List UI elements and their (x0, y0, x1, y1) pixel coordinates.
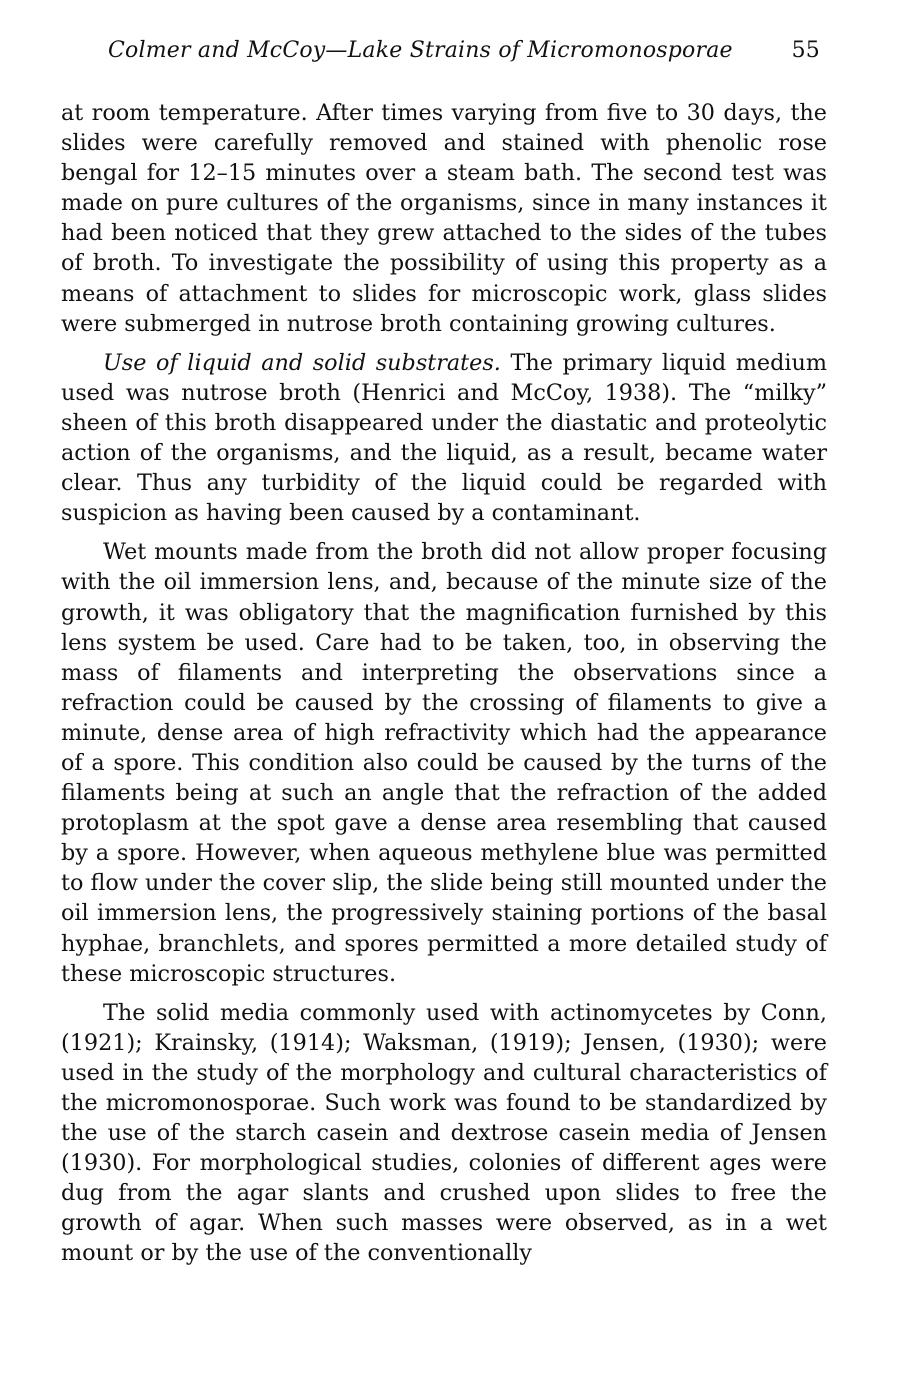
body-text (61, 98, 827, 1269)
paragraph-3 (61, 537, 827, 988)
page-number: 55 (791, 38, 820, 63)
paragraph-1 (61, 98, 827, 339)
paragraph-2-text: The primary liquid medium used was nutrose broth (Henrici and McCoy, 1938). The “milky” sheen of this broth disappeared under the diastatic and proteolytic action of the organisms, and the liquid, as a result, became water clear. Thus any turbidity of the liquid could be regarded with suspicion as having been caused by a contaminant. (61, 349, 827, 527)
paragraph-2 (61, 348, 827, 529)
running-header (60, 38, 820, 72)
section-lead-heading: Use of liquid and solid substrates. (103, 349, 501, 376)
running-title: Colmer and McCoy—Lake Strains of Micromonosporae (108, 38, 733, 63)
paragraph-1-text: at room temperature. After times varying from five to 30 days, the slides were carefully removed and stained with phenolic rose bengal for 12–15 minutes over a steam bath. The second test was made on pure cultures of the organisms, since in many instances it had been noticed that they grew attached to the sides of the tubes of broth. To investigate the possibility of using this property as a means of attachment to slides for microscopic work, glass slides were submerged in nutrose broth containing growing cultures. (61, 100, 827, 337)
paragraph-3-text: Wet mounts made from the broth did not allow proper focusing with the oil immersion lens, and, because of the minute size of the growth, it was obligatory that the magnification furnished by this lens system be used. Care had to be taken, too, in observing the mass of filaments and interpreting the observations since a refraction could be caused by the crossing of filaments to give a minute, dense area of high refractivity which had the appearance of a spore. This condition also could be caused by the turns of the filaments being at such an angle that the refraction of the added protoplasm at the spot gave a dense area resembling that caused by a spore. However, when aqueous methylene blue was permitted to flow under the cover slip, the slide being still mounted under the oil immersion lens, the progressively staining portions of the basal hyphae, branchlets, and spores permitted a more detailed study of these microscopic structures. (61, 539, 827, 987)
paragraph-4 (61, 998, 827, 1269)
paragraph-4-text: The solid media commonly used with actinomycetes by Conn, (1921); Krainsky, (1914); Waksman, (1919); Jensen, (1930); were used in the study of the morphology and cultural characteristics of the micromonosporae. Such work was found to be standardized by the use of the starch casein and dextrose casein media of Jensen (1930). For morphological studies, colonies of different ages were dug from the agar slants and crushed upon slides to free the growth of agar. When such masses were observed, as in a wet mount or by the use of the conventionally (61, 999, 827, 1267)
